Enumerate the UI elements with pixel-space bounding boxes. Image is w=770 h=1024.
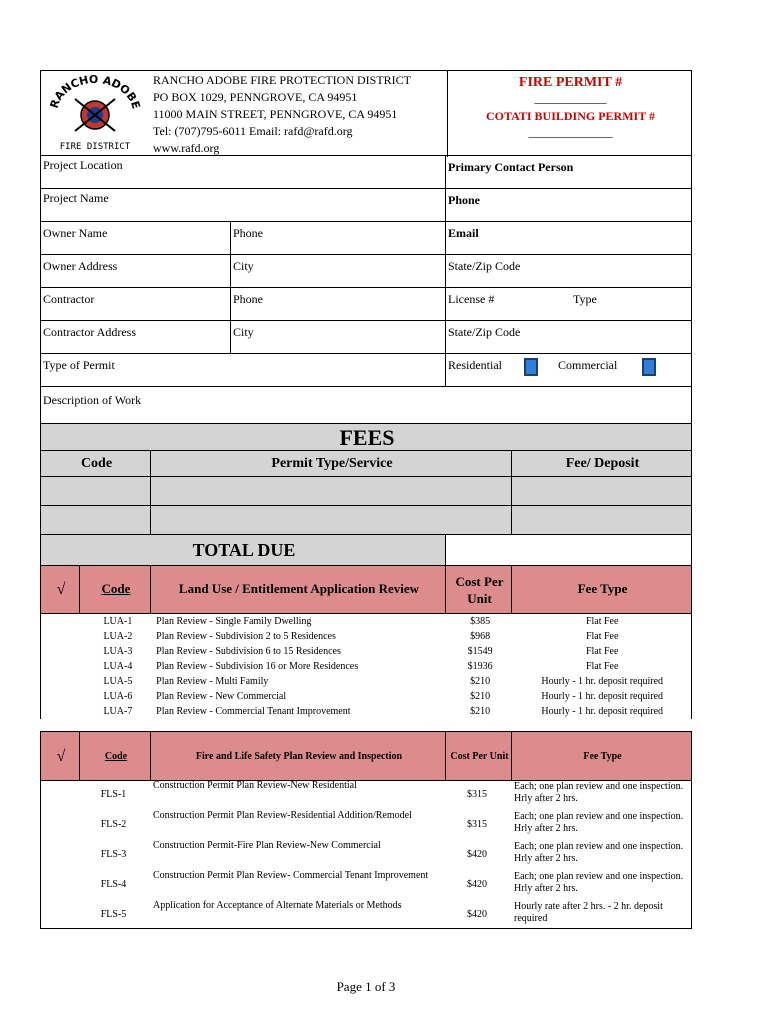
fls-check-cell[interactable]: [41, 900, 80, 930]
lua-row: [41, 674, 692, 689]
contractor-phone-label: Phone: [233, 292, 263, 306]
district-info: [153, 71, 453, 157]
owner-phone-label: Phone: [233, 226, 263, 240]
fls-cost-text: $315: [467, 789, 487, 800]
fire-permit-label: FIRE PERMIT #: [518, 75, 623, 90]
fees-title-bar: [40, 423, 692, 451]
project-location-field[interactable]: [40, 155, 446, 189]
fls-desc-text: Construction Permit-Fire Plan Review-New Commercial: [153, 840, 381, 851]
lua-cost-header: [445, 565, 512, 614]
fls-check-cell[interactable]: [41, 810, 80, 840]
lua-cost-cell: $210: [470, 691, 491, 702]
lua-cost-cell: $1936: [467, 661, 493, 672]
lua-fee-cell: Flat Fee: [585, 661, 619, 672]
owner-city-field[interactable]: [230, 254, 446, 288]
total-due-label: TOTAL DUE: [192, 540, 296, 560]
lua-row: [41, 689, 692, 704]
project-location-label: Project Location: [43, 158, 123, 172]
lua-fee-cell: Flat Fee: [585, 646, 619, 657]
fls-fee-text: Each; one plan review and one inspection. Hrly after 2 hrs.: [514, 811, 684, 834]
lua-row: [41, 659, 692, 674]
email-label: Email: [448, 226, 479, 240]
fees-code-header: [40, 450, 151, 477]
lua-cost-cell: $385: [470, 616, 491, 627]
contact-phone-field[interactable]: [445, 188, 692, 222]
lua-fee-cell: Hourly - 1 hr. deposit required: [541, 691, 664, 702]
fls-fee-type-header: [511, 731, 692, 781]
fee-row-1-service[interactable]: [150, 476, 512, 506]
fls-title: Fire and Life Safety Plan Review and Inspection: [195, 751, 403, 762]
fls-code-cell: [80, 840, 151, 870]
total-due-amount[interactable]: [445, 534, 692, 566]
district-street: 11000 MAIN STREET, PENNGROVE, CA 94951: [153, 107, 398, 121]
fls-code-text: FLS-5: [100, 909, 127, 920]
residential-label: Residential: [448, 358, 502, 372]
fls-row: [41, 900, 691, 930]
fls-desc-cell: [151, 810, 446, 840]
fls-check-cell[interactable]: [41, 870, 80, 900]
fls-desc-cell: [151, 870, 446, 900]
district-contact: Tel: (707)795-6011 Email: rafd@rafd.org: [153, 124, 353, 138]
contractor-city-label: City: [233, 325, 254, 339]
owner-address-field[interactable]: [40, 254, 231, 288]
fire-permit-blank[interactable]: ____________: [534, 91, 607, 105]
cotati-permit-label: COTATI BUILDING PERMIT #: [485, 109, 656, 123]
lua-fee-cell: Hourly - 1 hr. deposit required: [541, 706, 664, 717]
owner-phone-field[interactable]: [230, 221, 446, 255]
permit-number-box: [447, 71, 692, 157]
lua-check-cell[interactable]: [41, 704, 82, 719]
lua-desc-cell: Plan Review - Subdivision 16 or More Residences: [156, 661, 359, 672]
lua-title: Land Use / Entitlement Application Review: [178, 581, 420, 596]
fls-cost-cell: [446, 870, 512, 900]
cotati-permit-blank[interactable]: ______________: [528, 125, 613, 139]
lua-check-cell[interactable]: [41, 644, 82, 659]
primary-contact-field[interactable]: [445, 155, 692, 189]
district-name: RANCHO ADOBE FIRE PROTECTION DISTRICT: [153, 73, 412, 87]
fls-fee-text: Each; one plan review and one inspection. Hrly after 2 hrs.: [514, 871, 684, 894]
project-name-label: Project Name: [43, 191, 109, 205]
fls-desc-cell: [151, 900, 446, 930]
lua-table: [40, 614, 692, 719]
fls-cost-text: $420: [467, 849, 487, 860]
fls-cost-header: [445, 731, 512, 781]
fees-title: FEES: [339, 425, 395, 450]
fls-cost-cell: [446, 810, 512, 840]
lua-fee-type-label: Fee Type: [577, 581, 628, 596]
header-box: [40, 70, 692, 156]
owner-address-label: Owner Address: [43, 259, 118, 273]
lua-code-cell: LUA-6: [103, 691, 133, 702]
fls-code-cell: [80, 810, 151, 840]
fls-code-text: FLS-3: [100, 849, 127, 860]
lua-check-cell[interactable]: [41, 674, 82, 689]
description-label: Description of Work: [43, 393, 142, 407]
lua-code-cell: LUA-4: [103, 661, 133, 672]
lua-code-label: Code: [101, 581, 131, 596]
lua-fee-type-header: [511, 565, 692, 614]
fls-check-cell[interactable]: [41, 780, 80, 810]
lua-check-cell[interactable]: [41, 659, 82, 674]
district-po-box: PO BOX 1029, PENNGROVE, CA 94951: [153, 90, 358, 104]
lua-row: [41, 644, 692, 659]
fls-check-cell[interactable]: [41, 840, 80, 870]
fee-row-1-code[interactable]: [40, 476, 151, 506]
lua-cost-cell: $968: [470, 631, 491, 642]
fls-desc-text: Construction Permit Plan Review-Residential Addition/Remodel: [153, 810, 412, 821]
fls-desc-cell: [151, 840, 446, 870]
district-website[interactable]: www.rafd.org: [153, 141, 220, 155]
fls-fee-cell: [512, 900, 691, 930]
contractor-address-field[interactable]: [40, 320, 231, 354]
lua-desc-cell: Plan Review - Single Family Dwelling: [156, 616, 312, 627]
lua-desc-cell: Plan Review - New Commercial: [156, 691, 287, 702]
fls-row: [41, 780, 691, 810]
lua-code-cell: LUA-2: [103, 631, 133, 642]
contractor-field[interactable]: [40, 287, 231, 321]
fls-row: [41, 870, 691, 900]
lua-row: [41, 629, 692, 644]
contractor-state-zip-field[interactable]: [445, 320, 692, 354]
fees-code-label: Code: [80, 456, 113, 471]
owner-city-label: City: [233, 259, 254, 273]
fls-row: [41, 840, 691, 870]
lua-fee-cell: Hourly - 1 hr. deposit required: [541, 676, 664, 687]
fls-code-text: FLS-4: [100, 879, 127, 890]
fls-check-icon: √: [56, 748, 66, 765]
contractor-address-label: Contractor Address: [43, 325, 136, 339]
lua-code-cell: LUA-5: [103, 676, 133, 687]
fee-row-2-deposit[interactable]: [511, 505, 692, 535]
fls-fee-cell: [512, 870, 691, 900]
fls-cost-text: $420: [467, 909, 487, 920]
fls-row: [41, 810, 691, 840]
fees-permit-type-header: [150, 450, 512, 477]
fls-fee-type-label: Fee Type: [583, 751, 622, 762]
project-name-field[interactable]: [40, 188, 446, 222]
lua-code-cell: LUA-1: [103, 616, 133, 627]
fls-code-cell: [80, 900, 151, 930]
permit-type-options: [445, 353, 692, 387]
email-field[interactable]: [445, 221, 692, 255]
fls-cost-text: $315: [467, 819, 487, 830]
fls-fee-text: Hourly rate after 2 hrs. - 2 hr. deposit required: [514, 901, 663, 924]
lua-cost-cell: $210: [470, 706, 491, 717]
lua-check-cell[interactable]: [41, 689, 82, 704]
type-of-permit-field: [40, 353, 446, 387]
lua-row: [41, 614, 692, 629]
fees-deposit-label: Fee/ Deposit: [565, 456, 640, 471]
lua-fee-cell: Flat Fee: [585, 616, 619, 627]
fees-deposit-header: [511, 450, 692, 477]
lua-check-cell[interactable]: [41, 614, 82, 629]
contractor-state-zip-label: State/Zip Code: [448, 325, 521, 339]
fls-code-cell: [80, 870, 151, 900]
fls-code-label: Code: [104, 751, 128, 762]
lua-code-header: [79, 565, 151, 614]
lua-row: [41, 704, 692, 719]
lua-code-cell: LUA-3: [103, 646, 133, 657]
fls-title-header: [150, 731, 446, 781]
fls-fee-text: Each; one plan review and one inspection. Hrly after 2 hrs.: [514, 841, 684, 864]
lua-fee-cell: Flat Fee: [585, 631, 619, 642]
license-label: License #: [448, 292, 495, 306]
district-logo: [45, 73, 145, 153]
fees-permit-type-label: Permit Type/Service: [271, 456, 393, 471]
type-of-permit-label: Type of Permit: [43, 358, 115, 372]
lua-check-icon: √: [56, 581, 66, 598]
fls-check-header: [40, 731, 80, 781]
owner-state-zip-field[interactable]: [445, 254, 692, 288]
owner-state-zip-label: State/Zip Code: [448, 259, 521, 273]
contractor-label: Contractor: [43, 292, 95, 306]
fls-code-header: [79, 731, 151, 781]
contractor-phone-field[interactable]: [230, 287, 446, 321]
total-due-bar: [40, 534, 446, 566]
lua-desc-cell: Plan Review - Subdivision 6 to 15 Residences: [156, 646, 341, 657]
fls-cost-text: $420: [467, 879, 487, 890]
commercial-checkbox[interactable]: [642, 358, 656, 376]
fls-cost-cell: [446, 780, 512, 810]
fls-fee-cell: [512, 780, 691, 810]
fls-desc-cell: [151, 780, 446, 810]
commercial-label: Commercial: [558, 358, 618, 372]
contact-phone-label: Phone: [448, 193, 481, 207]
fls-desc-text: Construction Permit Plan Review- Commercial Tenant Improvement: [153, 870, 429, 881]
lua-desc-cell: Plan Review - Subdivision 2 to 5 Residences: [156, 631, 336, 642]
fee-row-2-code[interactable]: [40, 505, 151, 535]
lua-check-header: [40, 565, 80, 614]
primary-contact-label: Primary Contact Person: [448, 160, 574, 174]
fls-desc-text: Application for Acceptance of Alternate Materials or Methods: [153, 900, 402, 911]
fls-code-text: FLS-1: [100, 789, 127, 800]
fls-code-text: FLS-2: [100, 819, 127, 830]
fls-fee-cell: [512, 810, 691, 840]
fls-fee-cell: [512, 840, 691, 870]
lua-cost-cell: $1549: [467, 646, 493, 657]
lua-desc-cell: Plan Review - Multi Family: [156, 676, 269, 687]
license-field[interactable]: [445, 287, 692, 321]
lua-title-header: [150, 565, 446, 614]
page-number: Page 1 of 3: [336, 979, 396, 994]
lua-desc-cell: Plan Review - Commercial Tenant Improvement: [156, 706, 351, 717]
license-type-label: Type: [573, 292, 597, 306]
fls-fee-text: Each; one plan review and one inspection. Hrly after 2 hrs.: [514, 781, 684, 804]
lua-code-cell: LUA-7: [103, 706, 133, 717]
owner-name-label: Owner Name: [43, 226, 108, 240]
fee-row-1-deposit[interactable]: [511, 476, 692, 506]
fls-cost-label: Cost Per Unit: [450, 751, 509, 762]
fee-row-2-service[interactable]: [150, 505, 512, 535]
fls-code-cell: [80, 780, 151, 810]
residential-checkbox[interactable]: [524, 358, 538, 376]
fls-table: [40, 780, 692, 929]
lua-check-cell[interactable]: [41, 629, 82, 644]
lua-cost-cell: $210: [470, 676, 491, 687]
logo-bottom-text: FIRE DISTRICT: [59, 142, 131, 152]
fls-cost-cell: [446, 840, 512, 870]
logo-top-text: RANCHO ADOBE: [47, 73, 143, 111]
contractor-city-field[interactable]: [230, 320, 446, 354]
lua-cost-label: Cost Per Unit: [455, 574, 504, 606]
owner-name-field[interactable]: [40, 221, 231, 255]
description-of-work-field[interactable]: [40, 386, 692, 424]
fls-cost-cell: [446, 900, 512, 930]
fls-desc-text: Construction Permit Plan Review-New Residential: [153, 780, 357, 791]
